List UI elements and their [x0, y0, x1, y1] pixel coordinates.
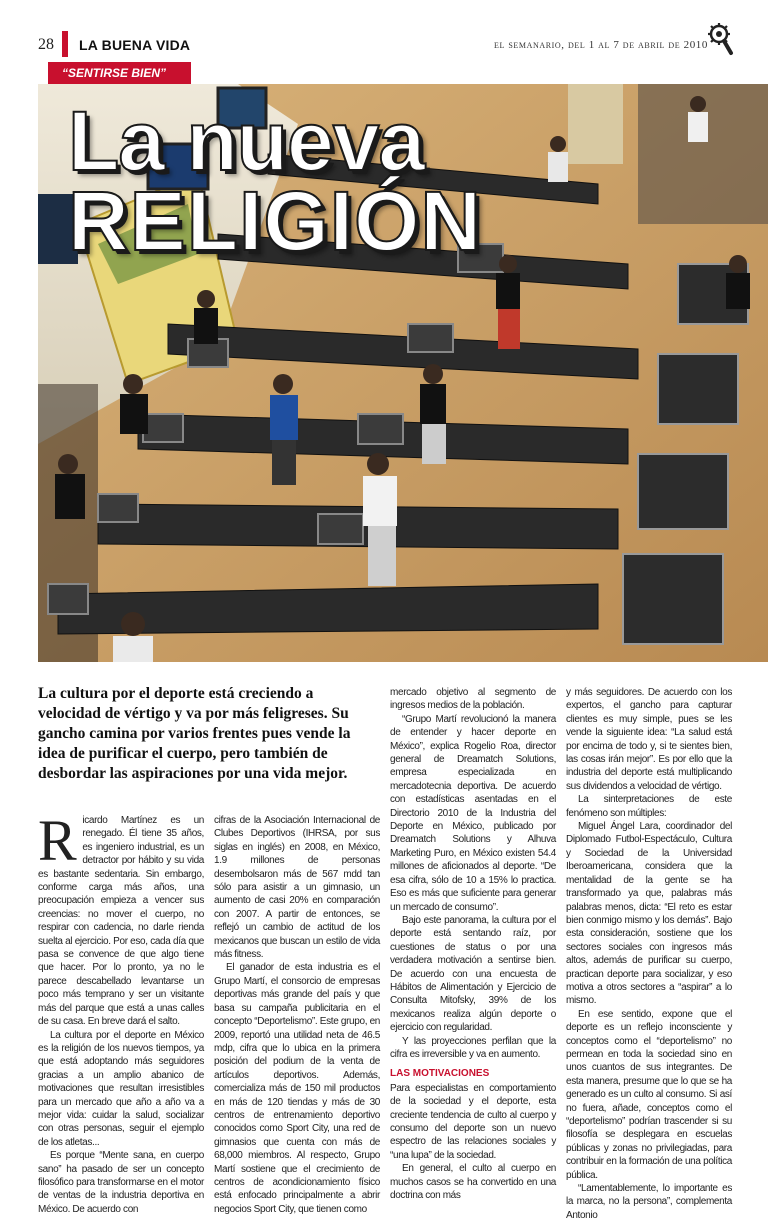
paragraph: La cultura por el deporte en México es la religión de los nuevos tiempos, ya que está adoptando más seguidores gracias a un amplio abanico de motivaciones que resultan irresistibles para un mercado que año a año va a mejor vida: cuidar la salud, socializar con otras personas, seguir el ejemplo de los atletas...: [38, 1029, 204, 1148]
headline-line-2: RELIGIÓN: [68, 173, 483, 268]
paragraph: “Lamentablemente, lo importante es la marca, no la persona”, complementa Antonio: [566, 1183, 732, 1221]
paragraph: El ganador de esta industria es el Grupo Martí, el consorcio de empresas deportivas más grande del país y que basa su campaña publicitaria en el concepto “Deportelismo”. Este grupo, en 2009, reportó una utilidad neta de 46.5 mdp, cifra que lo ubica en la primera posición del podium de la venta de artículos deportivos. Además, comercializa más de 150 mil productos en más de 120 tiendas y más de 30 centros de entrenamiento deportivo conocidos como Sport City, una red de gimnasios que cuenta con más de 68,000 miembros. Al respecto, Grupo Martí sostiene que el crecimiento de centros de acondicionamiento físico está enfocado principalmente a abrir negocios Sport City, que tienen como: [214, 962, 380, 1215]
paragraph: Bajo este panorama, la cultura por el deporte está sentando raíz, por cuestiones de status o por una verdadera motivación a sentirse bien. De acuerdo con una encuesta de Hábitos de Alimentación y Ejercicio de Consulta Mitofsky, 39% de los mexicanos realiza algún deporte o ejercicio con regularidad.: [390, 914, 556, 1034]
paragraph: Y las proyecciones perfilan que la cifra es irreversible y va en aumento.: [390, 1035, 556, 1060]
paragraph: Es porque “Mente sana, en cuerpo sano” ha pasado de ser un concepto filosófico para transformarse en el motor de ventas de la industria deportiva en México. De acuerdo con: [38, 1150, 204, 1215]
paragraph: mercado objetivo al segmento de ingresos medios de la población.: [390, 687, 556, 712]
page-header: [0, 0, 768, 62]
paragraph: Para especialistas en comportamiento de la sociedad y el deporte, esta creciente tendencia de culto al cuerpo y consumo del deporte son un nuevo espectro de las relaciones sociales y “una lupa” de la sociedad.: [390, 1082, 556, 1161]
paragraph: cifras de la Asociación Internacional de Clubes Deportivos (IHRSA, por sus siglas en inglés) en 2008, en México, 1.9 millones de personas desembolsaron más de 567 mdd tan sólo para asistir a un gimnasio, un aumento de casi 20% en comparación con 2007. A partir de entonces, se reflejó un cambio de actitud de los mexicanos que buscan un estilo de vida más fitness.: [214, 815, 380, 961]
article-column-3: [390, 686, 556, 1202]
article-column-4: [566, 686, 732, 1222]
paragraph: La sinterpretaciones de este fenómeno son múltiples:: [566, 794, 732, 819]
section-title: LA BUENA VIDA: [79, 37, 191, 53]
subsection-label: “SENTIRSE BIEN”: [48, 62, 191, 84]
paragraph: [38, 808, 204, 1029]
paragraph: En general, el culto al cuerpo en muchos casos se ha convertido en una doctrina con más: [390, 1163, 556, 1202]
drop-cap: R: [38, 808, 77, 873]
article-column-2: [214, 814, 380, 1216]
magnifier-gear-icon: [706, 22, 734, 56]
page-number: 28: [38, 36, 54, 53]
paragraph: Miguel Ángel Lara, coordinador del Diplomado Futbol-Espectáculo, Cultura y Sociedad de la Universidad Iberoamericana, considera que la mentalidad de la gente se ha transformado ya que, palabras más palabras menos, dicta: “El reto es estar bien conmigo mismo y los demás”. Bajo esta consideración, sostiene que los sectores sociales con ingresos más altos, además de purificar su cuerpo, practican deporte para socializar, y eso motiva a otros sectores a “aspirar” a lo mismo.: [566, 821, 732, 1007]
headline: [68, 94, 483, 268]
section-accent-bar: [62, 31, 68, 57]
headline-line-1: La nueva: [68, 94, 425, 188]
article-column-1: [38, 808, 204, 1216]
issue-date: el semanario, del 1 al 7 de abril de 2010: [494, 39, 708, 51]
paragraph-text: icardo Martínez es un renegado. Él tiene 35 años, es ingeniero industrial, es un detractor por hábito y su vida es bastante sedentaria. Sin embargo, conforme carga más años, una preocupación empieza a vencer sus creencias: no mover el cuerpo, no respirar con cadencia, no darle rienda suelta al ejercicio. Por eso, cada día que pasa se convence de que algo tiene que hacer. Por lo pronto, ya no le parece descabellado levantarse un poco más temprano y ser un visitante más del parque que está a unas calles de su casa. En breve dará el salto.: [38, 815, 204, 1028]
subhead: LAS MOTIVACIONES: [390, 1068, 490, 1080]
paragraph: y más seguidores. De acuerdo con los expertos, el gancho para capturar clientes es muy simple, pues se les vende la siguiente idea: “La salud está por encima de todo y, si te sientes bien, las cosas irán mejor”. Es por ello que la industria del deporte está multiplicando sus dividendos a velocidad de vértigo.: [566, 687, 732, 792]
paragraph: “Grupo Martí revolucionó la manera de entender y hacer deporte en México”, explica Rogelio Roa, director general de Dreamatch Solutions, empresa especializada en mercadotecnia deportiva. De acuerdo con estadísticas asentadas en el Directorio 2010 de la Industria del Deporte en México, publicado por Dreamatch Solutions y Alhuva Marketing Puro, en México existen 54.4 millones de aficionados al deporte. “De esa cifra, sólo de 10 a 15% lo practica. Eso es más que suficiente para generar un mercado de consumo”.: [390, 713, 556, 913]
paragraph: En ese sentido, expone que el deporte es un reflejo inconsciente y conceptos como el “deportelismo” no permean en toda la sociedad sino en unos cuantos de sus integrantes. De esta manera, presume que lo que se ha generado es un culto al consumo. Si así no fuera, añade, conceptos como el “deportelismo” podrían trascender si su filosofía se desplegara en escuelas públicas y zonas no privilegiadas, para contribuir en la formación de una política pública.: [566, 1008, 732, 1181]
lead-paragraph: La cultura por el deporte está creciendo a velocidad de vértigo y va por más feligreses. Su gancho camina por varios frentes pues vende la idea de purificar el cuerpo, pero también de desbordar las aspiraciones por una vida mejor.: [38, 685, 351, 782]
